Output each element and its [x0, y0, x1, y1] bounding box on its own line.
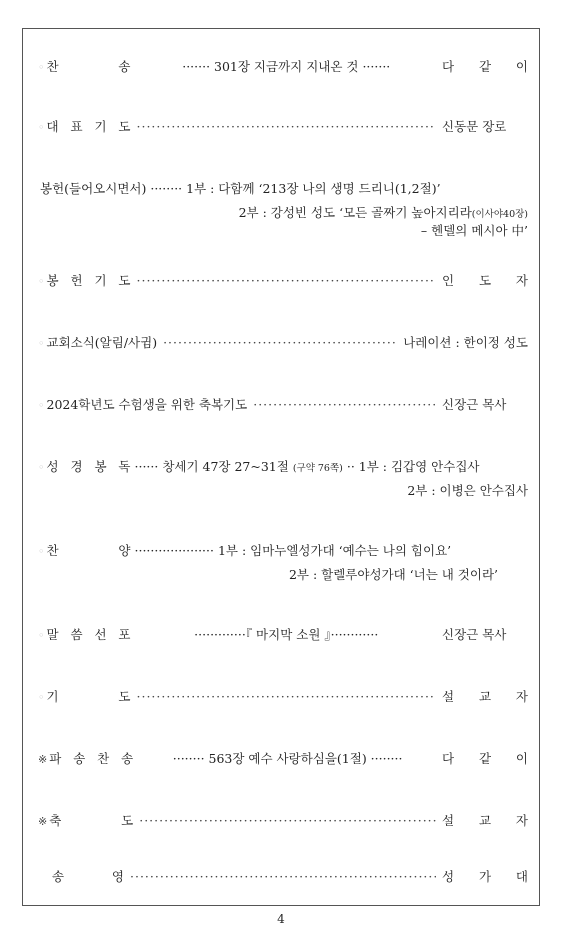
row-label: 2024학년도 수험생을 위한 축복기도: [46, 397, 248, 412]
order-row-benediction: [38, 812, 528, 831]
order-row-hymn: [38, 58, 528, 77]
row-person: 다 같 이: [442, 751, 528, 766]
row-label: 대 표 기 도: [46, 119, 131, 134]
row-marker: ※: [38, 815, 48, 828]
row-person: 신장근 목사: [442, 397, 507, 412]
leader-dots: [163, 334, 397, 352]
order-row-anthem: [38, 542, 528, 561]
row-marker: ◦: [38, 121, 45, 134]
row-label: 찬 양: [46, 543, 131, 558]
order-row-sermon: [38, 626, 528, 645]
leader-dots: [139, 812, 436, 830]
offering-part2: 2부 : 강성빈 성도 ‘모든 골짜기 높아지리라(이사야40장): [238, 205, 528, 220]
row-marker: ◦: [38, 61, 45, 74]
row-marker: ※: [38, 753, 48, 766]
row-person: 신장근 목사: [442, 627, 507, 642]
row-marker: ◦: [38, 545, 45, 558]
row-label: 송 영: [52, 869, 124, 884]
row-marker: ◦: [38, 629, 45, 642]
row-person: 인 도 자: [442, 273, 528, 288]
sermon-title: ·············『 마지막 소원 』············: [194, 627, 379, 642]
order-row-church-news: [38, 334, 528, 353]
row-detail: ······ 창세기 47장 27~31절 (구약 76쪽) ·· 1부 : 김갑영 안수집사: [134, 459, 480, 474]
leader-dots: [130, 868, 436, 886]
leader-dots: [137, 118, 437, 136]
row-person: 다 같 이: [442, 59, 528, 74]
row-person: 설 교 자: [442, 689, 528, 704]
row-label: 찬 송: [46, 59, 131, 74]
row-label: 파 송 찬 송: [49, 751, 134, 766]
row-marker: ◦: [38, 691, 45, 704]
row-person: 설 교 자: [442, 813, 528, 828]
row-label: 봉헌(들어오시면서): [40, 181, 147, 196]
row-label: 성 경 봉 독: [46, 459, 131, 474]
row-label: 축 도: [49, 813, 134, 828]
row-marker: ◦: [38, 275, 45, 288]
order-row-offering: [38, 180, 528, 198]
order-row-scripture: [38, 458, 528, 478]
order-row-representative-prayer: [38, 118, 528, 137]
leader-dots: [137, 272, 437, 290]
row-detail: ···················· 1부 : 임마누엘성가대 ‘예수는 나의 힘이요’: [134, 543, 452, 558]
row-label: 말 씀 선 포: [46, 627, 131, 642]
order-row-offering-prayer: [38, 272, 528, 291]
row-detail: ········ 1부 : 다함께 ‘213장 나의 생명 드리니(1,2절)’: [150, 181, 441, 196]
order-row-doxology: [38, 868, 528, 886]
row-marker: ◦: [38, 461, 45, 474]
row-detail: ······· 301장 지금까지 지내온 것 ·······: [182, 59, 391, 74]
order-row-prayer: [38, 688, 528, 707]
row-marker: ◦: [38, 399, 45, 412]
row-label: 교회소식(알림/사귐): [46, 335, 158, 350]
row-marker: ◦: [38, 337, 45, 350]
scripture-part2: 2부 : 이병은 안수집사: [407, 483, 528, 498]
leader-dots: [253, 396, 436, 414]
row-person: 성 가 대: [442, 869, 528, 884]
order-row-sending-hymn: [38, 750, 528, 769]
row-person: 신동문 장로: [442, 119, 507, 134]
anthem-part2: 2부 : 할렐루야성가대 ‘너는 내 것이라’: [288, 567, 498, 582]
row-label: 봉 헌 기 도: [46, 273, 131, 288]
offering-part2-cont: – 헨델의 메시아 中’: [420, 223, 528, 238]
row-person: 나레이션 : 한이정 성도: [403, 335, 528, 350]
page-number: 4: [277, 912, 285, 926]
order-row-student-blessing: [38, 396, 528, 415]
leader-dots: [137, 688, 437, 706]
row-label: 기 도: [46, 689, 131, 704]
row-detail: ········ 563장 예수 사랑하심을(1절) ········: [172, 751, 403, 766]
